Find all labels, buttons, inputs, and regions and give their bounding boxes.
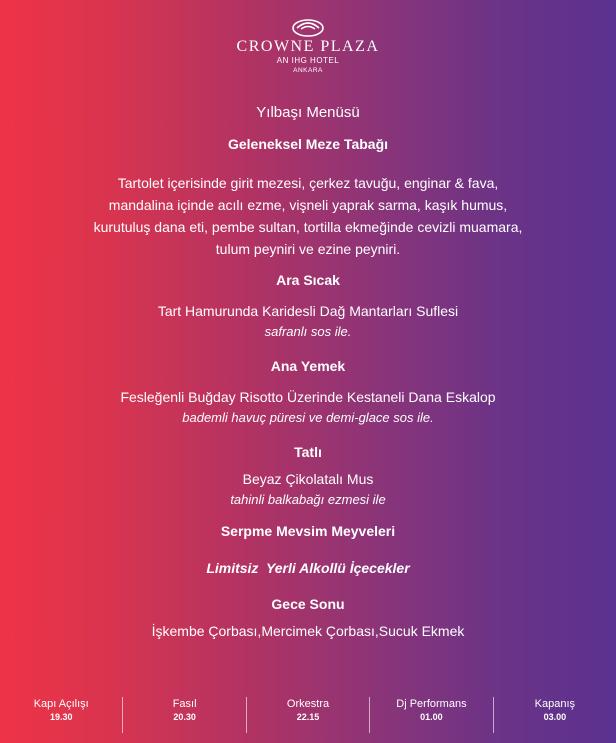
dish-note: tahinli balkabağı ezmesi ile [230, 492, 386, 507]
brand-tagline: AN IHG HOTEL [276, 56, 340, 65]
schedule-time: 22.15 [296, 712, 320, 722]
schedule-label: Kapanış [534, 698, 576, 710]
menu-line: tulum peyniri ve ezine peyniri. [215, 241, 401, 257]
schedule-item [123, 697, 245, 733]
dish-name: Fesleğenli Buğday Risotto Üzerinde Kestaneli Dana Eskalop [120, 389, 496, 405]
section-title: Geleneksel Meze Tabağı [227, 136, 389, 152]
dish-note: bademli havuç püresi ve demi-glace sos ile. [182, 410, 434, 425]
hotel-logo [0, 16, 616, 75]
schedule-time: 20.30 [173, 712, 196, 722]
schedule-item [247, 697, 369, 733]
menu-line: Tartolet içerisinde girit mezesi, çerkez tavuğu, enginar & fava, [117, 175, 499, 191]
dish-name: Tart Hamurunda Karidesli Dağ Mantarları Suflesi [157, 303, 459, 319]
schedule-label: Dj Performans [396, 698, 467, 710]
dish-name: İşkembe Çorbası,Mercimek Çorbası,Sucuk Ekmek [151, 623, 465, 639]
section-title: Gece Sonu [271, 596, 345, 612]
menu-line: mandalina içinde acılı ezme, vişneli yaprak sarma, kaşık humus, [108, 197, 508, 213]
menu-line: kurutuluş dana eti, pembe sultan, tortilla ekmeğinde cevizli muamara, [93, 219, 523, 235]
section-title: Tatlı [294, 444, 322, 460]
menu-title: Yılbaşı Menüsü [256, 104, 360, 121]
dish-note: safranlı sos ile. [264, 324, 352, 339]
section-title: Ara Sıcak [276, 272, 340, 288]
brand-name: CROWNE PLAZA [236, 38, 380, 55]
schedule-label: Fasıl [172, 698, 197, 710]
schedule-time: 03.00 [543, 712, 567, 722]
schedule-time: 19.30 [49, 712, 73, 722]
section-ara-sicak [0, 272, 616, 342]
schedule-item [370, 697, 492, 733]
dish-name: Beyaz Çikolatalı Mus [242, 471, 374, 487]
section-meyve [0, 523, 616, 539]
section-icecek [0, 560, 616, 576]
section-meze [0, 136, 616, 260]
brand-city: ANKARA [293, 67, 323, 74]
section-title: Serpme Mevsim Meyveleri [220, 523, 396, 539]
schedule-label: Orkestra [286, 698, 330, 710]
crown-logo-icon [291, 16, 325, 38]
section-tatli [0, 444, 616, 510]
schedule-label: Kapı Açılışı [33, 698, 89, 710]
schedule-item [0, 697, 122, 733]
schedule-item [494, 697, 616, 733]
section-title: Ana Yemek [270, 358, 346, 374]
section-gece-sonu [0, 596, 616, 642]
schedule-time: 01.00 [420, 712, 443, 722]
section-title: Limitsiz Yerli Alkollü İçecekler [206, 560, 410, 576]
section-ana-yemek [0, 358, 616, 428]
event-schedule [0, 697, 616, 733]
